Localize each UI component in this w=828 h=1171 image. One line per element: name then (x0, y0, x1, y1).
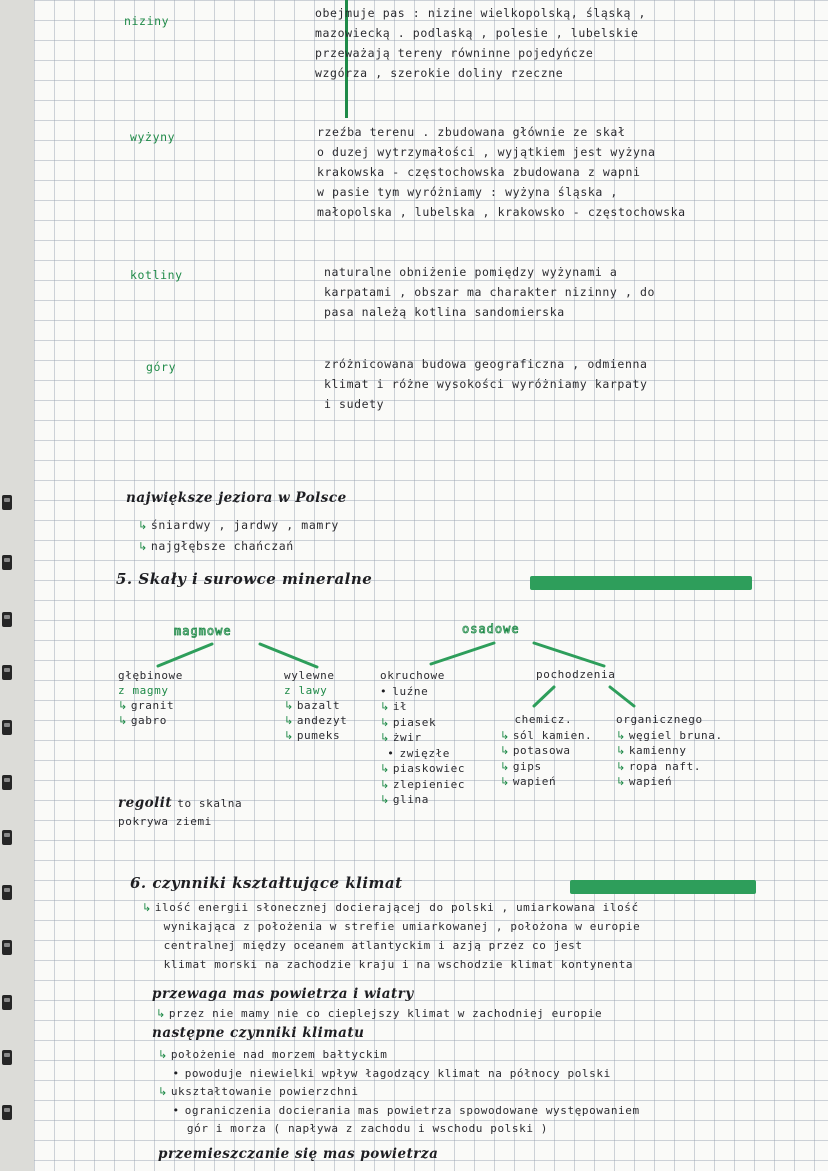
osadowe-label: osadowe (462, 622, 520, 636)
term-wyzyny: wyżyny (130, 130, 176, 144)
arrow-icon: ↳ (142, 901, 152, 914)
arrow-icon: ↳ (500, 759, 510, 773)
subheading-przemieszczanie: przemieszczanie się mas powietrza (158, 1146, 439, 1162)
arrow-icon: ↳ (118, 714, 128, 727)
arrow-icon: ↳ (380, 777, 390, 791)
spiral-ring (2, 940, 12, 955)
spiral-ring (2, 555, 12, 570)
arrow-icon: ↳ (284, 699, 294, 712)
notebook-binding (0, 0, 34, 1171)
arrow-icon: ↳ (616, 728, 626, 742)
arrow-icon: ↳ (616, 759, 626, 773)
definition-gory: zróżnicowana budowa geograficzna , odmienna klimat i różne wysokości wyróżniamy karpaty i sudety (324, 357, 648, 411)
lakes-heading: największe jeziora w Polsce (126, 490, 347, 506)
arrow-icon: ↳ (500, 775, 510, 788)
branch-line (260, 644, 317, 667)
spiral-ring (2, 885, 12, 900)
spiral-ring (2, 995, 12, 1010)
okruchowe-group: okruchowe • luźne ↳ ił ↳ piasek ↳ żwir • zwięzłe ↳ piaskowiec ↳ zlepieniec ↳ glina (380, 669, 466, 806)
arrow-icon: ↳ (500, 728, 510, 742)
branch-line (534, 643, 604, 666)
arrow-icon: ↳ (284, 714, 294, 727)
arrow-icon: ↳ (138, 540, 148, 553)
term-kotliny: kotliny (130, 268, 183, 282)
spiral-ring (2, 495, 12, 510)
spiral-ring (2, 1050, 12, 1065)
section-highlight (570, 880, 756, 894)
magmowe-label: magmowe (174, 624, 232, 638)
branch-line (431, 643, 494, 664)
definition-niziny: obejmuje pas : nizine wielkopolską, śląską , mazowiecką . podlaską , polesie , lubelskie przeważają tereny równinne pojedyńcze wzgórza , szerokie doliny rzeczne (315, 6, 647, 80)
arrow-icon: ↳ (380, 715, 390, 729)
spiral-ring (2, 830, 12, 845)
branch-line (610, 687, 634, 706)
term-gory: góry (146, 360, 177, 374)
czynniki-list: ↳ położenie nad morzem bałtyckim • powoduje niewielki wpływ łagodzący klimat na północy polski ↳ ukształtowanie powierzchni • ograniczenia docierania mas powietrza spowodowane występowaniem gór i morza ( napływa z zachodu i wschodu polski ) (158, 1048, 640, 1135)
arrow-icon: ↳ (138, 519, 148, 532)
arrow-icon: ↳ (500, 744, 510, 757)
arrow-icon: ↳ (380, 793, 390, 806)
pochodzenia-title: pochodzenia (536, 668, 616, 681)
arrow-icon: ↳ (156, 1007, 166, 1020)
arrow-icon: ↳ (380, 700, 390, 713)
arrow-icon: ↳ (616, 744, 626, 757)
regolit-note: regolit to skalna (118, 795, 243, 811)
subheading-masy-powietrza: przewaga mas powietrza i wiatry (152, 986, 414, 1002)
term-niziny: niziny (124, 14, 170, 28)
grid-paper-page (34, 0, 828, 1171)
definition-wyzyny: rzeźba terenu . zbudowana głównie ze skał o duzej wytrzymałości , wyjątkiem jest wyżyna krakowska - częstochowska zbudowana z wapni w pasie tym wyróżniamy : wyżyna śląska , małopolska , lubelska , krakowsko - częstochowska (317, 125, 686, 219)
climat-paragraph: ↳ ilość energii słonecznej docierającej do polski , umiarkowana ilość wynikająca z położenia w strefie umiarkowanej , położona w europie centralnej między oceanem atlantyckim i azją przez co jest klimat morski na zachodzie kraju i na wschodzie klimat kontynenta (142, 901, 641, 971)
arrow-icon: ↳ (158, 1048, 168, 1061)
spiral-ring (2, 1105, 12, 1120)
subheading-czynniki: następne czynniki klimatu (152, 1025, 365, 1041)
branch-line (534, 687, 554, 706)
masy-powietrza-line: ↳ przez nie mamy nie co cieplejszy klimat w zachodniej europie (156, 1007, 603, 1020)
arrow-icon: ↳ (380, 731, 390, 744)
glebinowe-group: głębinowe z magmy ↳ granit ↳ gabro (118, 669, 184, 727)
arrow-icon: ↳ (284, 729, 294, 742)
arrow-icon: ↳ (616, 775, 626, 788)
spiral-ring (2, 665, 12, 680)
regolit-line2: pokrywa ziemi (118, 815, 212, 828)
section5-heading: 5. Skały i surowce mineralne (116, 570, 373, 588)
wylewne-group: wylewne z lawy ↳ bazalt ↳ andezyt ↳ pumeks (284, 669, 348, 742)
arrow-icon: ↳ (118, 699, 128, 712)
lakes-list: ↳ śniardwy , jardwy , mamry ↳ najgłębsze chańczań (138, 518, 339, 553)
arrow-icon: ↳ (158, 1085, 168, 1098)
branch-line (158, 644, 212, 666)
arrow-icon: ↳ (380, 762, 390, 775)
organiczne-group: organicznego ↳ węgiel bruna. ↳ kamienny ↳ ropa naft. ↳ wapień (616, 713, 723, 788)
spiral-ring (2, 775, 12, 790)
section6-heading: 6. czynniki kształtujące klimat (130, 874, 403, 892)
spiral-ring (2, 720, 12, 735)
spiral-ring (2, 612, 12, 627)
chemiczne-group: chemicz. ↳ sól kamien. ↳ potasowa ↳ gips ↳ wapień (500, 713, 593, 788)
definition-kotliny: naturalne obniżenie pomiędzy wyżynami a karpatami , obszar ma charakter nizinny , do pasa należą kotlina sandomierska (324, 265, 656, 319)
